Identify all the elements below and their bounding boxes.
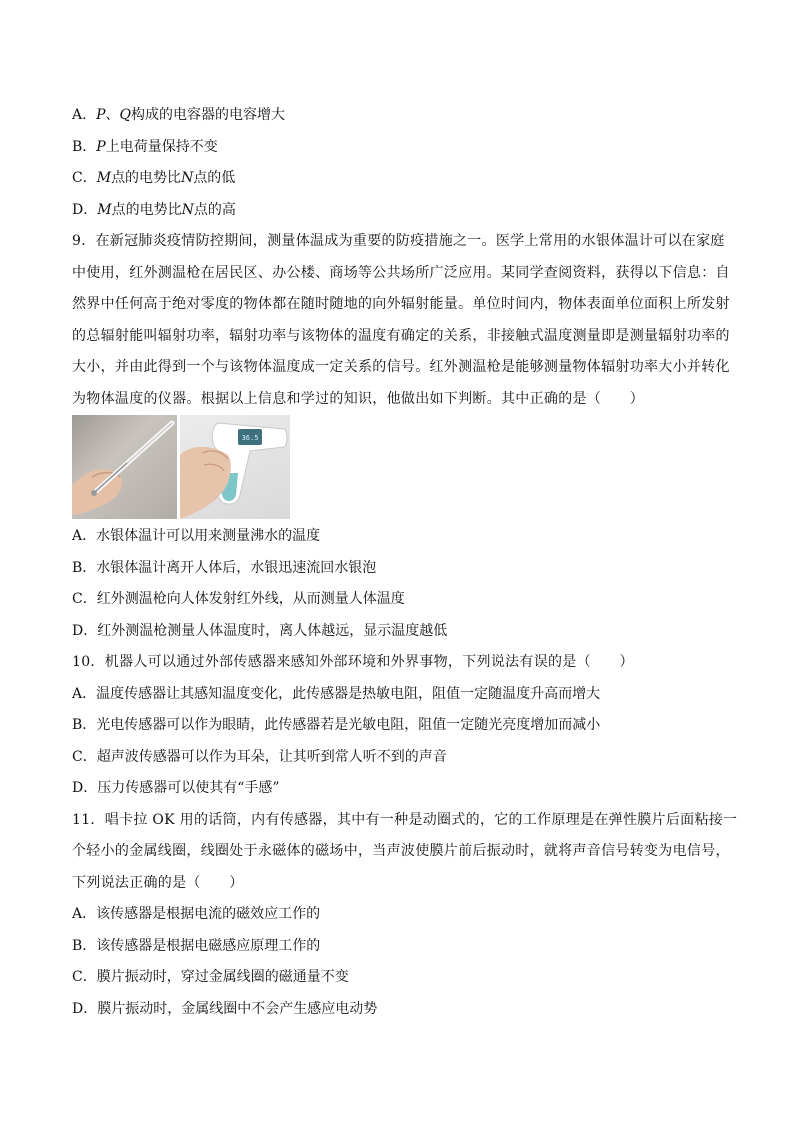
q11-option-b: B．该传感器是根据电磁感应原理工作的	[72, 937, 321, 954]
q8-option-a	[72, 100, 722, 132]
option-letter: D．	[72, 201, 98, 218]
variable: P	[96, 138, 106, 155]
q9-stem-line: 大小，并由此得到一个与该物体温度成一定关系的信号。红外测温枪是能够测量物体辐射功率大小并转化	[72, 359, 730, 375]
option-text: 上电荷量保持不变	[105, 138, 218, 155]
option-text: 、	[105, 107, 120, 123]
q9-option-b: B．水银体温计离开人体后，水银迅速流回水银泡	[72, 559, 377, 576]
q11-stem	[72, 805, 738, 900]
variable: P	[96, 107, 106, 123]
q9-stem-line: 然界中任何高于绝对零度的物体都在随时随地的向外辐射能量。单位时间内，物体表面单位面积上所发射	[72, 296, 730, 312]
variable: Q	[119, 107, 132, 123]
option-text: 点的电势比	[111, 170, 182, 186]
infrared-thermometer-photo	[180, 415, 290, 519]
q11-stem-line: 11．唱卡拉 OK 用的话筒，内有传感器，其中有一种是动圈式的，它的工作原理是在弹性膜片后面粘接一	[72, 811, 738, 828]
mercury-thermometer-illustration	[72, 415, 177, 519]
q9-stem-line: 9．在新冠肺炎疫情防控期间，测量体温成为重要的防疫措施之一。医学上常用的水银体温计可以在家庭	[72, 233, 725, 249]
q9-stem	[72, 226, 730, 415]
thermometer-display-readout: 36.5	[241, 434, 259, 442]
q9-figure	[72, 415, 722, 519]
mercury-thermometer-photo	[72, 415, 177, 519]
q11-stem-line: 下列说法正确的是（ ）	[72, 874, 244, 891]
q8-option-d	[72, 195, 722, 227]
q9-stem-line: 为物体温度的仪器。根据以上信息和学过的知识，他做出如下判断。其中正确的是（ ）	[72, 390, 644, 407]
q9-option-c: C．红外测温枪向人体发射红外线，从而测量人体温度	[72, 591, 405, 607]
variable: M	[96, 170, 112, 186]
q9-option-a: A．水银体温计可以用来测量沸水的温度	[72, 528, 321, 544]
option-letter: B．	[72, 138, 97, 155]
q11-option-a: A．该传感器是根据电流的磁效应工作的	[72, 906, 321, 922]
q11-stem-line: 个轻小的金属线圈，线圈处于永磁体的磁场中，当声波使膜片前后振动时，就将声音信号转变为电信号，	[72, 843, 730, 859]
option-text: 构成的电容器的电容增大	[131, 107, 286, 123]
variable: M	[97, 201, 112, 218]
variable: N	[181, 201, 194, 218]
option-text: 点的高	[193, 201, 236, 218]
option-text: 点的低	[193, 170, 236, 186]
q8-option-b	[72, 132, 722, 164]
exam-page	[72, 100, 738, 1025]
q10-option-d: D．压力传感器可以使其有“手感”	[72, 780, 280, 796]
q10-stem	[72, 647, 722, 679]
q10-option-b: B．光电传感器可以作为眼睛，此传感器若是光敏电阻，阻值一定随光亮度增加而减小	[72, 717, 601, 733]
variable: N	[181, 170, 194, 186]
q9-stem-line: 中使用，红外测温枪在居民区、办公楼、商场等公共场所广泛应用。某同学查阅资料，获得以下信息：自	[72, 264, 730, 281]
q8-option-c	[72, 163, 722, 195]
option-letter: C．	[72, 170, 97, 186]
q9-stem-line: 的总辐射能叫辐射功率，辐射功率与该物体的温度有确定的关系，非接触式温度测量即是测量辐射功率的	[72, 327, 730, 344]
infrared-thermometer-illustration	[180, 415, 290, 519]
option-letter: A．	[72, 107, 97, 123]
q9-option-d: D．红外测温枪测量人体温度时，离人体越远，显示温度越低	[72, 622, 448, 639]
q10-option-a: A．温度传感器让其感知温度变化，此传感器是热敏电阻，阻值一定随温度升高而增大	[72, 685, 601, 702]
q11-option-c: C．膜片振动时，穿过金属线圈的磁通量不变	[72, 969, 349, 985]
q11-option-d: D．膜片振动时，金属线圈中不会产生感应电动势	[72, 1000, 378, 1017]
option-text: 点的电势比	[111, 201, 182, 218]
q10-stem-line: 10．机器人可以通过外部传感器来感知外部环境和外界事物，下列说法有误的是（ ）	[72, 654, 634, 670]
q10-option-c: C．超声波传感器可以作为耳朵，让其听到常人听不到的声音	[72, 748, 447, 765]
